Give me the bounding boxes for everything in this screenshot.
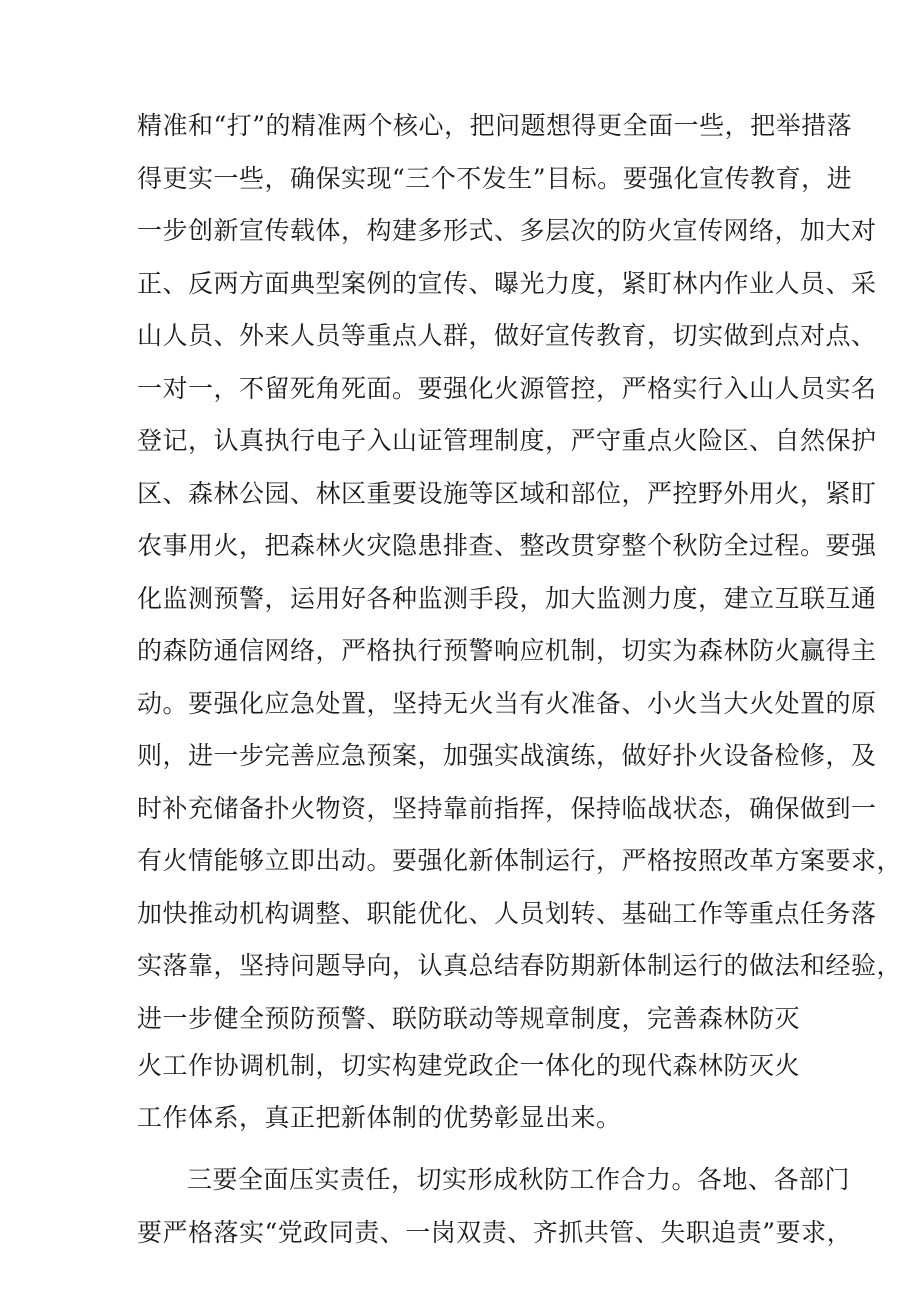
- text-line: 正、反两方面典型案例的宣传、曝光力度，紧盯林内作业人员、采: [137, 269, 877, 298]
- text-line: 加快推动机构调整、职能优化、人员划转、基础工作等重点任务落: [137, 899, 877, 928]
- text-line: 一步创新宣传载体，构建多形式、多层次的防火宣传网络，加大对: [137, 216, 877, 245]
- text-line: 化监测预警，运用好各种监测手段，加大监测力度，建立互联互通: [137, 584, 877, 613]
- text-line: 要严格落实“党政同责、一岗双责、齐抓共管、失职追责”要求，: [137, 1218, 853, 1247]
- text-line: 火工作协调机制，切实构建党政企一体化的现代森林防灭火: [137, 1051, 801, 1080]
- text-line: 时补充储备扑火物资，坚持靠前指挥，保持临战状态，确保做到一: [137, 794, 877, 823]
- text-line: 进一步健全预防预警、联防联动等规章制度，完善森林防灭: [137, 1004, 801, 1033]
- text-line: 山人员、外来人员等重点人群，做好宣传教育，切实做到点对点、: [137, 321, 877, 350]
- text-line: 农事用火，把森林火灾隐患排查、整改贯穿整个秋防全过程。要强: [137, 531, 877, 560]
- text-line: 有火情能够立即出动。要强化新体制运行，严格按照改革方案要求，: [137, 846, 903, 875]
- text-line: 登记，认真执行电子入山证管理制度，严守重点火险区、自然保护: [137, 426, 877, 455]
- text-line: 精准和“打”的精准两个核心，把问题想得更全面一些，把举措落: [137, 111, 853, 140]
- text-line: 则，进一步完善应急预案，加强实战演练，做好扑火设备检修，及: [137, 741, 877, 770]
- text-line: 一对一，不留死角死面。要强化火源管控，严格实行入山人员实名: [137, 374, 877, 403]
- text-line: 得更实一些，确保实现“三个不发生”目标。要强化宣传教育，进: [137, 164, 853, 193]
- text-line: 三要全面压实责任，切实形成秋防工作合力。各地、各部门: [187, 1165, 851, 1194]
- text-line: 区、森林公园、林区重要设施等区域和部位，严控野外用火，紧盯: [137, 479, 877, 508]
- text-line: 实落靠，坚持问题导向，认真总结春防期新体制运行的做法和经验，: [137, 951, 903, 980]
- text-line: 的森防通信网络，严格执行预警响应机制，切实为森林防火赢得主: [137, 636, 877, 665]
- text-line: 工作体系，真正把新体制的优势彰显出来。: [137, 1103, 622, 1132]
- text-line: 动。要强化应急处置，坚持无火当有火准备、小火当大火处置的原: [137, 689, 877, 718]
